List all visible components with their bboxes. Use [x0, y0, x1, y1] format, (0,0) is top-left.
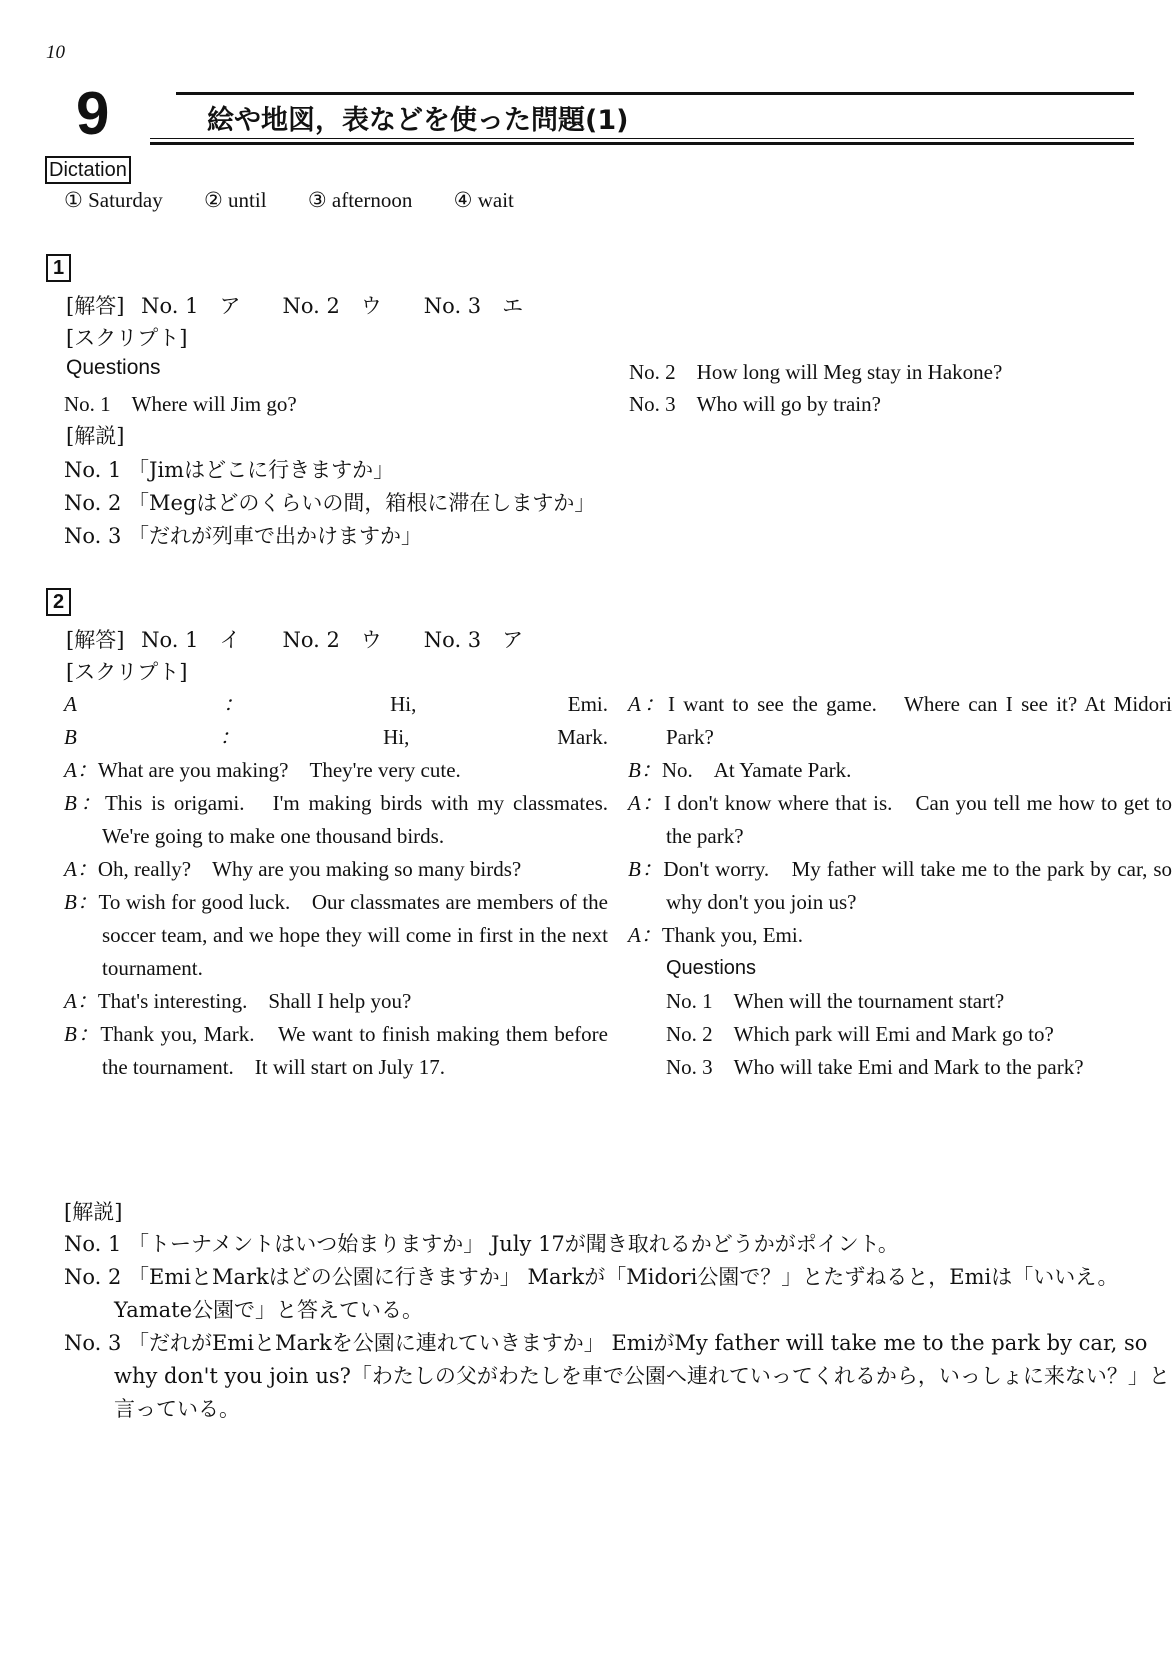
speaker: A： — [628, 692, 668, 716]
dialogue-line — [64, 985, 608, 1018]
dialogue-line — [64, 754, 608, 787]
dictation-items — [64, 188, 550, 213]
dictation-item: ④ wait — [453, 188, 514, 212]
dialogue-line — [628, 787, 1173, 853]
dialogue-line — [628, 754, 1172, 787]
dialogue-text: This is origami. I'm making birds with my classmates. We're going to make one thousand birds. — [102, 791, 629, 848]
speaker: A： — [64, 857, 98, 881]
answer-label: [解答] — [66, 294, 125, 318]
dialogue-right-column — [628, 688, 1172, 1084]
section-1-question-2: No. 2 How long will Meg stay in Hakone? — [629, 360, 1003, 384]
section-1-explanation-label: [解説] — [66, 424, 125, 448]
dialogue-text: That's interesting. Shall I help you? — [97, 989, 412, 1013]
dialogue-line — [64, 688, 608, 721]
dialogue-text: I want to see the game. Where can I see it? At Midori Park? — [666, 692, 1172, 749]
section-2-question-2: No. 2 Which park will Emi and Mark go to? — [666, 1022, 1054, 1046]
section-1-question-3: No. 3 Who will go by train? — [629, 392, 881, 416]
dialogue-line — [628, 919, 1172, 952]
dialogue-text: Hi, Mark. — [383, 725, 608, 749]
title-rule-bottom-thin — [150, 138, 1134, 139]
section-2-explanations — [64, 1228, 1176, 1426]
section-1-number: 1 — [46, 254, 71, 282]
speaker: B： — [628, 758, 662, 782]
speaker: B： — [64, 791, 105, 815]
dialogue-line — [64, 787, 629, 853]
section-2-script-label: [スクリプト] — [66, 660, 188, 684]
dialogue-text: What are you making? They're very cute. — [97, 758, 461, 782]
speaker: A： — [64, 758, 98, 782]
dialogue-text: Don't worry. My father will take me to the park by car, so why don't you join us? — [663, 857, 1173, 914]
title-rule-bottom-thick — [150, 142, 1134, 145]
answer-values: No. 1 ア No. 2 ウ No. 3 エ — [141, 294, 524, 318]
dialogue-text: Thank you, Emi. — [661, 923, 803, 947]
dialogue-text: I don't know where that is. Can you tell me how to get to the park? — [663, 791, 1173, 848]
section-2-explanation-1: No. 1 「トーナメントはいつ始まりますか」 July 17が聞き取れるかどうかがポイント。 — [64, 1232, 899, 1256]
section-1-script-label: [スクリプト] — [66, 326, 188, 350]
section-2-explanation-label: [解説] — [64, 1200, 123, 1224]
speaker: A： — [628, 923, 662, 947]
answer-values: No. 1 イ No. 2 ウ No. 3 ア — [141, 628, 524, 652]
title-rule-top — [176, 92, 1134, 95]
section-2-explanation-2: No. 2 「EmiとMarkはどの公園に行きますか」 Markが「Midori公園で？」とたずねると，Emiは「いいえ。Yamate公園で」と答えている。 — [64, 1265, 1119, 1322]
section-2-explanation-3: No. 3 「だれがEmiとMarkを公園に連れていきますか」 EmiがMy father will take me to the park by car, so why don't you join us?「わたしの父がわたしを車で公園へ連れていってくれるから，いっしょに来ない？」と言っている。 — [64, 1331, 1170, 1421]
dictation-item: ③ afternoon — [307, 188, 413, 212]
dictation-item: ② until — [203, 188, 267, 212]
dialogue-text: Oh, really? Why are you making so many birds? — [97, 857, 522, 881]
dictation-item: ① Saturday — [64, 188, 163, 212]
dialogue-text: To wish for good luck. Our classmates are members of the soccer team, and we hope they will come in first in the next tournament. — [98, 890, 608, 980]
section-1-questions-label: Questions — [66, 356, 161, 379]
section-1-explanation-1: No. 1 「Jimはどこに行きますか」 — [64, 458, 395, 482]
page-number: 10 — [46, 42, 65, 63]
dictation-label: Dictation — [45, 156, 131, 184]
section-2-question-1: No. 1 When will the tournament start? — [666, 989, 1005, 1013]
speaker: B： — [64, 725, 384, 749]
speaker: A： — [64, 692, 391, 716]
speaker: A： — [64, 989, 98, 1013]
section-2-answers — [66, 624, 523, 654]
section-1-answers — [66, 290, 523, 320]
dialogue-line — [64, 1018, 608, 1084]
speaker: B： — [64, 890, 99, 914]
section-1-explanation-2: No. 2 「Megはどのくらいの間，箱根に滞在しますか」 — [64, 491, 596, 515]
dialogue-line — [64, 886, 608, 985]
speaker: B： — [628, 857, 664, 881]
dialogue-line — [64, 853, 608, 886]
dialogue-line — [64, 721, 608, 754]
dialogue-text: No. At Yamate Park. — [661, 758, 852, 782]
speaker: A： — [628, 791, 664, 815]
section-2-questions-label: Questions — [666, 957, 757, 979]
speaker: B： — [64, 1022, 101, 1046]
dialogue-line — [628, 853, 1173, 919]
section-2-number: 2 — [46, 588, 71, 616]
chapter-title: 絵や地図，表などを使った問題(1) — [207, 105, 629, 136]
section-2-question-3: No. 3 Who will take Emi and Mark to the park? — [666, 1055, 1084, 1079]
dialogue-line — [628, 688, 1172, 754]
dialogue-left-column — [64, 688, 629, 1084]
dialogue-text: Hi, Emi. — [390, 692, 608, 716]
section-1-question-1: No. 1 Where will Jim go? — [64, 392, 297, 416]
section-1-explanation-3: No. 3 「だれが列車で出かけますか」 — [64, 524, 423, 548]
chapter-number: 9 — [76, 80, 110, 147]
answer-label: [解答] — [66, 628, 125, 652]
dialogue-text: Thank you, Mark. We want to finish making them before the tournament. It will start on July 17. — [100, 1022, 608, 1079]
